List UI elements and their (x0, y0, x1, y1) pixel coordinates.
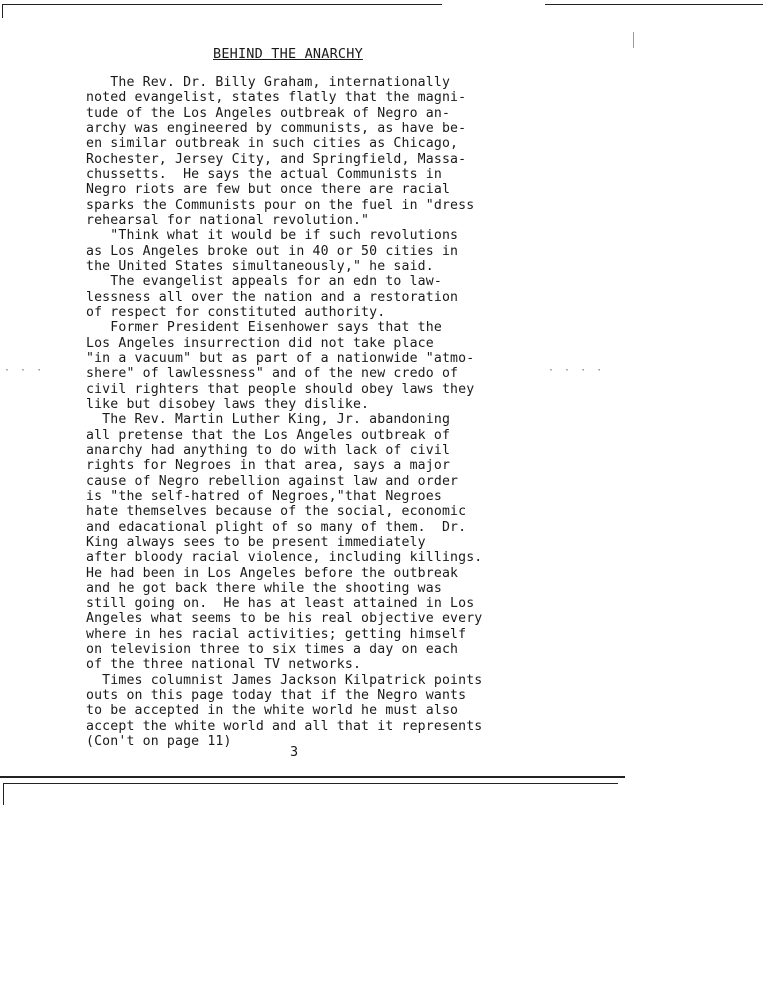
top-border-line-right (545, 4, 763, 5)
text-line: as Los Angeles broke out in 40 or 50 cities in (86, 243, 459, 259)
text-line: He had been in Los Angeles before the outbreak (86, 565, 459, 581)
text-line: still going on. He has at least attained in Los (86, 596, 475, 612)
text-line: of the three national TV networks. (86, 657, 362, 673)
text-line: Former President Eisenhower says that the (86, 320, 442, 336)
text-line: cause of Negro rebellion against law and order (86, 473, 459, 489)
top-left-tick (2, 4, 3, 18)
text-line: The Rev. Dr. Billy Graham, internationally (86, 75, 451, 90)
text-line: tude of the Los Angeles outbreak of Negro an- (86, 105, 451, 121)
bottom-border-line (0, 776, 625, 778)
text-line: anarchy had anything to do with lack of civil (86, 442, 451, 458)
text-line: shere" of lawlessness" and of the new credo of (86, 366, 459, 382)
text-line: hate themselves because of the social, economic (86, 504, 467, 520)
text-line: where in hes racial activities; getting himself (86, 626, 467, 642)
text-line: Rochester, Jersey City, and Springfield, Massa- (86, 151, 467, 167)
text-line: civil righters that people should obey laws they (86, 381, 475, 397)
bottom-border-line-2 (4, 783, 618, 784)
top-border-line (2, 4, 442, 5)
text-line: and edacational plight of so many of them. Dr. (86, 519, 467, 535)
text-line: to be accepted in the white world he must also (86, 703, 459, 719)
page-number: 3 (290, 744, 299, 760)
text-line: like but disobey laws they dislike. (86, 396, 370, 412)
bottom-left-tick (3, 783, 4, 805)
text-line: archy was engineered by communists, as have be- (86, 120, 467, 136)
text-line: Times columnist James Jackson Kilpatrick points (86, 672, 483, 688)
text-line: lessness all over the nation and a restoration (86, 289, 459, 305)
article-body (86, 75, 546, 749)
text-line: Los Angeles insurrection did not take place (86, 335, 434, 351)
text-line: The Rev. Martin Luther King, Jr. abandoning (86, 412, 451, 428)
text-line: Negro riots are few but once there are racial (86, 182, 451, 198)
text-line: noted evangelist, states flatly that the magni- (86, 90, 467, 106)
right-margin-mark (633, 32, 634, 48)
text-line: sparks the Communists pour on the fuel in "dress (86, 197, 475, 213)
text-line: Angeles what seems to be his real objective every (86, 611, 483, 627)
text-line: and he got back there while the shooting was (86, 580, 442, 596)
text-line: accept the white world and all that it represents (86, 718, 483, 734)
text-line: en similar outbreak in such cities as Chicago, (86, 136, 459, 152)
text-line: rehearsal for national revolution." (86, 212, 370, 228)
text-line: after bloody racial violence, including killings. (86, 550, 483, 566)
text-line: is "the self-hatred of Negroes,"that Negroes (86, 488, 442, 504)
text-line: on television three to six times a day on each (86, 642, 459, 658)
text-line: (Con't on page 11) (86, 734, 232, 750)
text-line: all pretense that the Los Angeles outbreak of (86, 427, 451, 443)
text-line: of respect for constituted authority. (86, 304, 386, 320)
scan-noise-right: · · · · (548, 365, 605, 376)
page-title: BEHIND THE ANARCHY (213, 46, 363, 62)
text-line: outs on this page today that if the Negro wants (86, 688, 467, 704)
text-line: rights for Negroes in that area, says a major (86, 458, 451, 474)
text-line: the United States simultaneously," he said. (86, 258, 434, 274)
text-line: "in a vacuum" but as part of a nationwide "atmo- (86, 350, 475, 366)
text-line: King always sees to be present immediately (86, 534, 426, 550)
text-line: The evangelist appeals for an edn to law- (86, 274, 442, 290)
text-line: "Think what it would be if such revolutions (86, 228, 459, 244)
text-line: chussetts. He says the actual Communists in (86, 166, 442, 182)
scan-noise-left: · · · (4, 365, 45, 376)
